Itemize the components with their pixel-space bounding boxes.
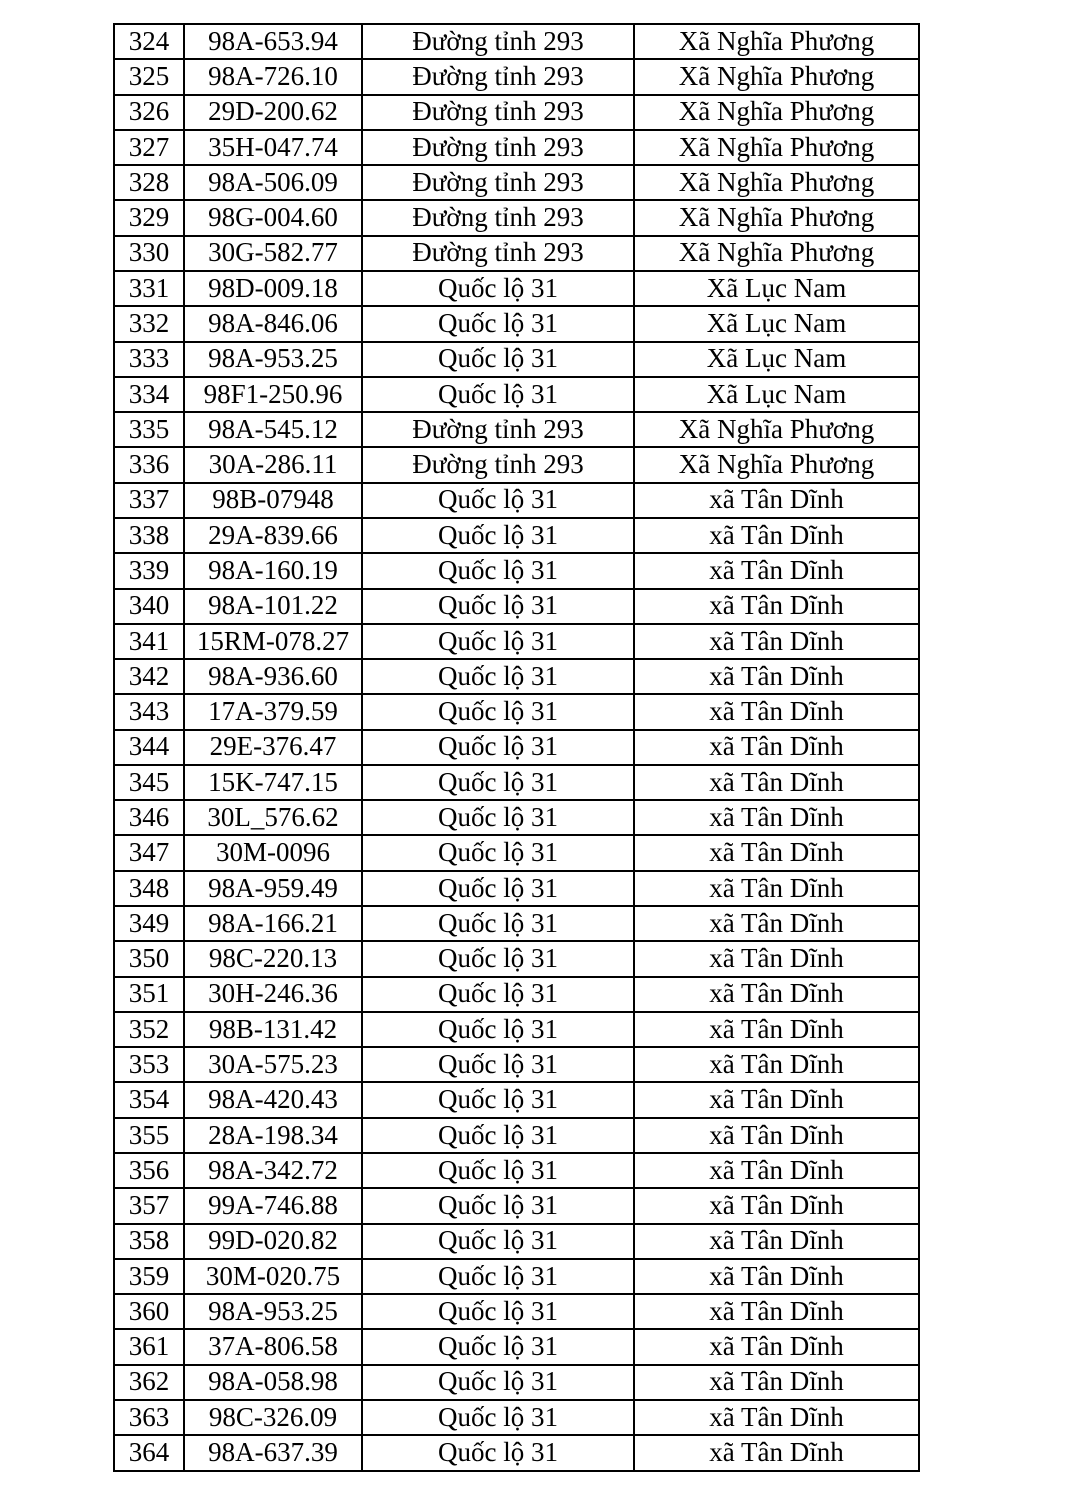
license-plate-cell: 98C-220.13 — [184, 941, 362, 976]
commune-cell: xã Tân Dĩnh — [634, 659, 919, 694]
row-index-cell: 363 — [114, 1400, 184, 1435]
table-row — [114, 165, 919, 200]
row-index-cell: 362 — [114, 1365, 184, 1400]
license-plate-cell: 35H-047.74 — [184, 130, 362, 165]
commune-cell: Xã Nghĩa Phương — [634, 236, 919, 271]
row-index-cell: 346 — [114, 800, 184, 835]
table-row — [114, 659, 919, 694]
table-row — [114, 1082, 919, 1117]
commune-cell: Xã Nghĩa Phương — [634, 165, 919, 200]
license-plate-cell: 30G-582.77 — [184, 236, 362, 271]
table-row — [114, 941, 919, 976]
row-index-cell: 342 — [114, 659, 184, 694]
road-name-cell: Đường tỉnh 293 — [362, 130, 634, 165]
row-index-cell: 330 — [114, 236, 184, 271]
table-row — [114, 1329, 919, 1364]
commune-cell: xã Tân Dĩnh — [634, 941, 919, 976]
table-row — [114, 342, 919, 377]
license-plate-cell: 98A-953.25 — [184, 342, 362, 377]
commune-cell: xã Tân Dĩnh — [634, 1047, 919, 1082]
road-name-cell: Quốc lộ 31 — [362, 1082, 634, 1117]
road-name-cell: Đường tỉnh 293 — [362, 412, 634, 447]
table-row — [114, 589, 919, 624]
license-plate-cell: 98A-166.21 — [184, 906, 362, 941]
license-plate-cell: 98F1-250.96 — [184, 377, 362, 412]
commune-cell: Xã Nghĩa Phương — [634, 24, 919, 59]
table-row — [114, 624, 919, 659]
commune-cell: xã Tân Dĩnh — [634, 624, 919, 659]
row-index-cell: 358 — [114, 1224, 184, 1259]
table-row — [114, 1224, 919, 1259]
road-name-cell: Đường tỉnh 293 — [362, 165, 634, 200]
road-name-cell: Quốc lộ 31 — [362, 800, 634, 835]
commune-cell: xã Tân Dĩnh — [634, 589, 919, 624]
commune-cell: xã Tân Dĩnh — [634, 871, 919, 906]
table-row — [114, 130, 919, 165]
license-plate-cell: 30L_576.62 — [184, 800, 362, 835]
commune-cell: Xã Nghĩa Phương — [634, 130, 919, 165]
license-plate-cell: 98A-637.39 — [184, 1435, 362, 1471]
table-row — [114, 200, 919, 235]
license-plate-cell: 98D-009.18 — [184, 271, 362, 306]
table-row — [114, 518, 919, 553]
table-row — [114, 377, 919, 412]
road-name-cell: Quốc lộ 31 — [362, 659, 634, 694]
license-plate-cell: 98G-004.60 — [184, 200, 362, 235]
license-plate-cell: 29E-376.47 — [184, 730, 362, 765]
table-row — [114, 1294, 919, 1329]
road-name-cell: Quốc lộ 31 — [362, 977, 634, 1012]
license-plate-cell: 98A-959.49 — [184, 871, 362, 906]
license-plate-cell: 99D-020.82 — [184, 1224, 362, 1259]
row-index-cell: 354 — [114, 1082, 184, 1117]
vehicle-table — [113, 23, 920, 1472]
road-name-cell: Quốc lộ 31 — [362, 730, 634, 765]
road-name-cell: Quốc lộ 31 — [362, 1365, 634, 1400]
license-plate-cell: 98A-846.06 — [184, 306, 362, 341]
table-row — [114, 835, 919, 870]
road-name-cell: Quốc lộ 31 — [362, 624, 634, 659]
road-name-cell: Quốc lộ 31 — [362, 306, 634, 341]
road-name-cell: Quốc lộ 31 — [362, 553, 634, 588]
license-plate-cell: 98A-953.25 — [184, 1294, 362, 1329]
row-index-cell: 328 — [114, 165, 184, 200]
table-row — [114, 1047, 919, 1082]
commune-cell: xã Tân Dĩnh — [634, 553, 919, 588]
commune-cell: Xã Lục Nam — [634, 342, 919, 377]
road-name-cell: Quốc lộ 31 — [362, 342, 634, 377]
commune-cell: xã Tân Dĩnh — [634, 1294, 919, 1329]
row-index-cell: 359 — [114, 1259, 184, 1294]
row-index-cell: 360 — [114, 1294, 184, 1329]
commune-cell: xã Tân Dĩnh — [634, 1082, 919, 1117]
commune-cell: Xã Nghĩa Phương — [634, 447, 919, 482]
row-index-cell: 339 — [114, 553, 184, 588]
table-row — [114, 236, 919, 271]
commune-cell: Xã Lục Nam — [634, 306, 919, 341]
row-index-cell: 349 — [114, 906, 184, 941]
row-index-cell: 353 — [114, 1047, 184, 1082]
row-index-cell: 351 — [114, 977, 184, 1012]
road-name-cell: Đường tỉnh 293 — [362, 447, 634, 482]
row-index-cell: 352 — [114, 1012, 184, 1047]
table-row — [114, 765, 919, 800]
row-index-cell: 325 — [114, 59, 184, 94]
commune-cell: xã Tân Dĩnh — [634, 1153, 919, 1188]
road-name-cell: Quốc lộ 31 — [362, 1118, 634, 1153]
road-name-cell: Quốc lộ 31 — [362, 1047, 634, 1082]
road-name-cell: Quốc lộ 31 — [362, 518, 634, 553]
road-name-cell: Quốc lộ 31 — [362, 941, 634, 976]
table-row — [114, 306, 919, 341]
commune-cell: xã Tân Dĩnh — [634, 1365, 919, 1400]
table-row — [114, 1188, 919, 1223]
license-plate-cell: 98B-07948 — [184, 483, 362, 518]
commune-cell: xã Tân Dĩnh — [634, 800, 919, 835]
row-index-cell: 345 — [114, 765, 184, 800]
row-index-cell: 333 — [114, 342, 184, 377]
license-plate-cell: 17A-379.59 — [184, 694, 362, 729]
table-body — [114, 24, 919, 1471]
commune-cell: xã Tân Dĩnh — [634, 1012, 919, 1047]
commune-cell: Xã Lục Nam — [634, 377, 919, 412]
table-row — [114, 24, 919, 59]
commune-cell: xã Tân Dĩnh — [634, 1224, 919, 1259]
row-index-cell: 329 — [114, 200, 184, 235]
license-plate-cell: 98A-420.43 — [184, 1082, 362, 1117]
road-name-cell: Quốc lộ 31 — [362, 1224, 634, 1259]
row-index-cell: 335 — [114, 412, 184, 447]
license-plate-cell: 30M-020.75 — [184, 1259, 362, 1294]
table-row — [114, 1400, 919, 1435]
road-name-cell: Quốc lộ 31 — [362, 906, 634, 941]
license-plate-cell: 98C-326.09 — [184, 1400, 362, 1435]
road-name-cell: Quốc lộ 31 — [362, 589, 634, 624]
license-plate-cell: 37A-806.58 — [184, 1329, 362, 1364]
commune-cell: xã Tân Dĩnh — [634, 730, 919, 765]
row-index-cell: 357 — [114, 1188, 184, 1223]
table-row — [114, 1118, 919, 1153]
license-plate-cell: 98A-506.09 — [184, 165, 362, 200]
table-row — [114, 412, 919, 447]
table-row — [114, 553, 919, 588]
commune-cell: xã Tân Dĩnh — [634, 977, 919, 1012]
license-plate-cell: 15RM-078.27 — [184, 624, 362, 659]
road-name-cell: Đường tỉnh 293 — [362, 95, 634, 130]
row-index-cell: 348 — [114, 871, 184, 906]
commune-cell: Xã Nghĩa Phương — [634, 95, 919, 130]
row-index-cell: 341 — [114, 624, 184, 659]
license-plate-cell: 28A-198.34 — [184, 1118, 362, 1153]
road-name-cell: Quốc lộ 31 — [362, 1188, 634, 1223]
table-row — [114, 1365, 919, 1400]
row-index-cell: 350 — [114, 941, 184, 976]
license-plate-cell: 98A-342.72 — [184, 1153, 362, 1188]
commune-cell: xã Tân Dĩnh — [634, 1188, 919, 1223]
row-index-cell: 343 — [114, 694, 184, 729]
table-row — [114, 1435, 919, 1471]
road-name-cell: Quốc lộ 31 — [362, 483, 634, 518]
road-name-cell: Quốc lộ 31 — [362, 1400, 634, 1435]
license-plate-cell: 98A-545.12 — [184, 412, 362, 447]
row-index-cell: 326 — [114, 95, 184, 130]
row-index-cell: 338 — [114, 518, 184, 553]
commune-cell: xã Tân Dĩnh — [634, 694, 919, 729]
table-row — [114, 447, 919, 482]
table-row — [114, 1153, 919, 1188]
license-plate-cell: 29D-200.62 — [184, 95, 362, 130]
road-name-cell: Đường tỉnh 293 — [362, 236, 634, 271]
table-row — [114, 95, 919, 130]
commune-cell: xã Tân Dĩnh — [634, 1400, 919, 1435]
road-name-cell: Quốc lộ 31 — [362, 1435, 634, 1471]
license-plate-cell: 98A-936.60 — [184, 659, 362, 694]
table-row — [114, 977, 919, 1012]
row-index-cell: 356 — [114, 1153, 184, 1188]
commune-cell: xã Tân Dĩnh — [634, 1118, 919, 1153]
commune-cell: xã Tân Dĩnh — [634, 483, 919, 518]
commune-cell: xã Tân Dĩnh — [634, 1435, 919, 1471]
row-index-cell: 361 — [114, 1329, 184, 1364]
license-plate-cell: 98A-726.10 — [184, 59, 362, 94]
row-index-cell: 340 — [114, 589, 184, 624]
road-name-cell: Quốc lộ 31 — [362, 271, 634, 306]
commune-cell: Xã Nghĩa Phương — [634, 59, 919, 94]
road-name-cell: Quốc lộ 31 — [362, 835, 634, 870]
table-row — [114, 59, 919, 94]
road-name-cell: Đường tỉnh 293 — [362, 24, 634, 59]
row-index-cell: 347 — [114, 835, 184, 870]
row-index-cell: 364 — [114, 1435, 184, 1471]
road-name-cell: Quốc lộ 31 — [362, 1294, 634, 1329]
row-index-cell: 355 — [114, 1118, 184, 1153]
license-plate-cell: 30M-0096 — [184, 835, 362, 870]
license-plate-cell: 29A-839.66 — [184, 518, 362, 553]
row-index-cell: 324 — [114, 24, 184, 59]
road-name-cell: Quốc lộ 31 — [362, 1012, 634, 1047]
row-index-cell: 327 — [114, 130, 184, 165]
commune-cell: Xã Lục Nam — [634, 271, 919, 306]
road-name-cell: Quốc lộ 31 — [362, 1329, 634, 1364]
license-plate-cell: 98A-101.22 — [184, 589, 362, 624]
row-index-cell: 331 — [114, 271, 184, 306]
commune-cell: xã Tân Dĩnh — [634, 835, 919, 870]
commune-cell: xã Tân Dĩnh — [634, 1259, 919, 1294]
license-plate-cell: 30A-575.23 — [184, 1047, 362, 1082]
license-plate-cell: 98A-653.94 — [184, 24, 362, 59]
table-row — [114, 730, 919, 765]
license-plate-cell: 98A-058.98 — [184, 1365, 362, 1400]
commune-cell: Xã Nghĩa Phương — [634, 412, 919, 447]
road-name-cell: Quốc lộ 31 — [362, 871, 634, 906]
commune-cell: xã Tân Dĩnh — [634, 1329, 919, 1364]
road-name-cell: Đường tỉnh 293 — [362, 59, 634, 94]
license-plate-cell: 30H-246.36 — [184, 977, 362, 1012]
road-name-cell: Đường tỉnh 293 — [362, 200, 634, 235]
table-row — [114, 1012, 919, 1047]
table-row — [114, 800, 919, 835]
road-name-cell: Quốc lộ 31 — [362, 1259, 634, 1294]
table-row — [114, 483, 919, 518]
row-index-cell: 336 — [114, 447, 184, 482]
license-plate-cell: 15K-747.15 — [184, 765, 362, 800]
table-row — [114, 1259, 919, 1294]
table-row — [114, 271, 919, 306]
commune-cell: Xã Nghĩa Phương — [634, 200, 919, 235]
row-index-cell: 334 — [114, 377, 184, 412]
license-plate-cell: 98B-131.42 — [184, 1012, 362, 1047]
row-index-cell: 344 — [114, 730, 184, 765]
commune-cell: xã Tân Dĩnh — [634, 518, 919, 553]
row-index-cell: 337 — [114, 483, 184, 518]
road-name-cell: Quốc lộ 31 — [362, 765, 634, 800]
commune-cell: xã Tân Dĩnh — [634, 765, 919, 800]
table-row — [114, 871, 919, 906]
row-index-cell: 332 — [114, 306, 184, 341]
road-name-cell: Quốc lộ 31 — [362, 377, 634, 412]
commune-cell: xã Tân Dĩnh — [634, 906, 919, 941]
license-plate-cell: 30A-286.11 — [184, 447, 362, 482]
road-name-cell: Quốc lộ 31 — [362, 694, 634, 729]
road-name-cell: Quốc lộ 31 — [362, 1153, 634, 1188]
license-plate-cell: 98A-160.19 — [184, 553, 362, 588]
table-row — [114, 694, 919, 729]
license-plate-cell: 99A-746.88 — [184, 1188, 362, 1223]
table-row — [114, 906, 919, 941]
